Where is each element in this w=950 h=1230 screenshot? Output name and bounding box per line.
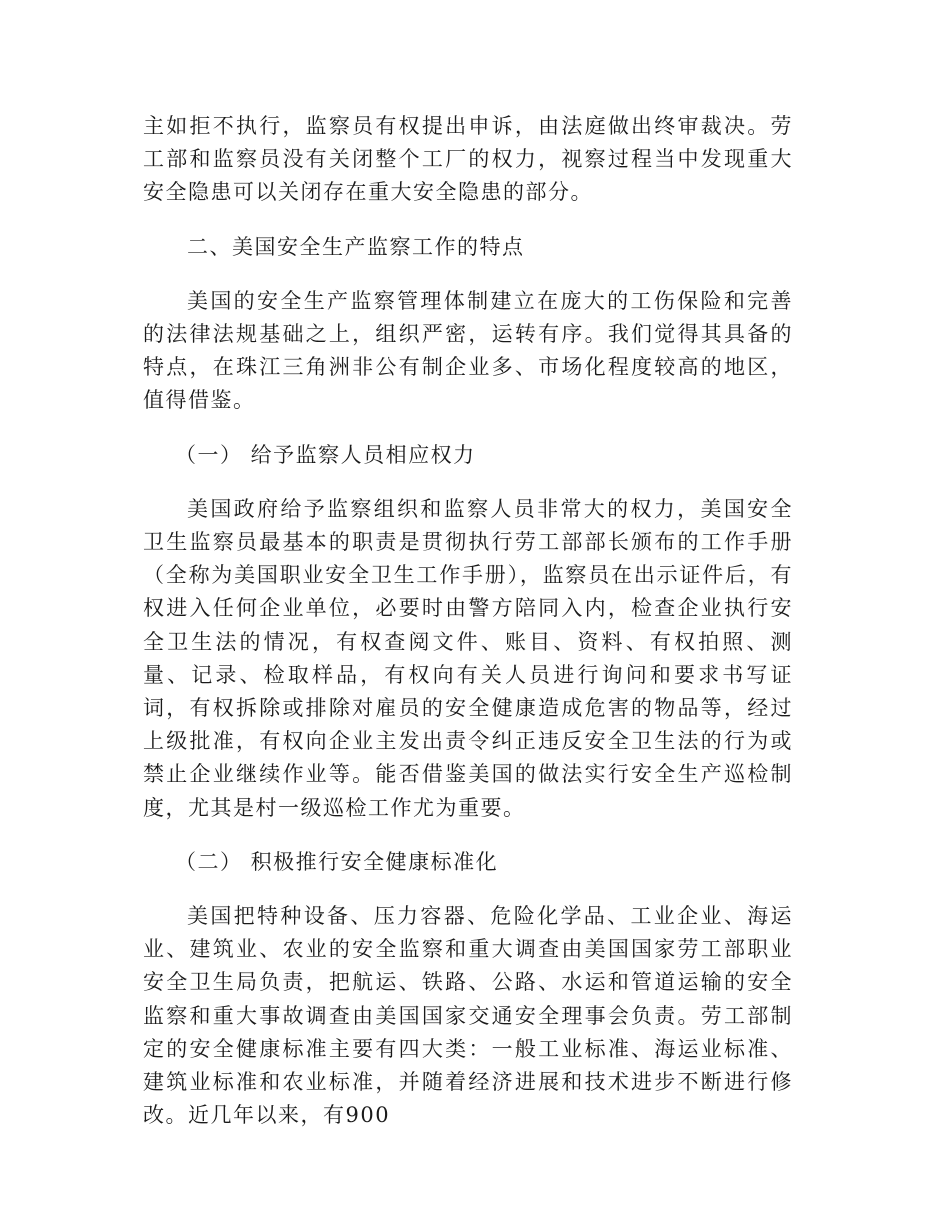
paragraph: 美国的安全生产监察管理体制建立在庞大的工伤保险和完善的法律法规基础之上，组织严密，运转有序。我们觉得其具备的特点，在珠江三角洲非公有制企业多、市场化程度较高的地区，值得借鉴。 bbox=[143, 288, 793, 413]
subsection-heading: （二） 积极推行安全健康标准化 bbox=[175, 849, 499, 874]
paragraph: 美国把特种设备、压力容器、危险化学品、工业企业、海运业、建筑业、农业的安全监察和重大调查由美国国家劳工部职业安全卫生局负责，把航运、铁路、公路、水运和管道运输的安全监察和重大事故调查由美国国家交通安全理事会负责。劳工部制定的安全健康标准主要有四大类：一般工业标准、海运业标准、建筑业标准和农业标准，并随着经济进展和技术进步不断进行修改。近几年以来，有900 bbox=[143, 904, 793, 1128]
paragraph-continued: 主如拒不执行，监察员有权提出申诉，由法庭做出终审裁决。劳工部和监察员没有关闭整个工厂的权力，视察过程当中发现重大安全隐患可以关闭存在重大安全隐患的部分。 bbox=[143, 114, 793, 205]
paragraph: 美国政府给予监察组织和监察人员非常大的权力，美国安全卫生监察员最基本的职责是贯彻执行劳工部部长颁布的工作手册（全称为美国职业安全卫生工作手册），监察员在出示证件后，有权进入任何企业单位，必要时由警方陪同入内，检查企业执行安全卫生法的情况，有权查阅文件、账目、资料、有权拍照、测量、记录、检取样品，有权向有关人员进行询问和要求书写证词，有权拆除或排除对雇员的安全健康造成危害的物品等，经过上级批准，有权向企业主发出责令纠正违反安全卫生法的行为或禁止企业继续作业等。能否借鉴美国的做法实行安全生产巡检制度，尤其是村一级巡检工作尤为重要。 bbox=[143, 496, 793, 820]
document-body bbox=[143, 110, 793, 1153]
section-heading: 二、美国安全生产监察工作的特点 bbox=[187, 234, 525, 259]
subsection-heading: （一） 给予监察人员相应权力 bbox=[175, 442, 476, 467]
